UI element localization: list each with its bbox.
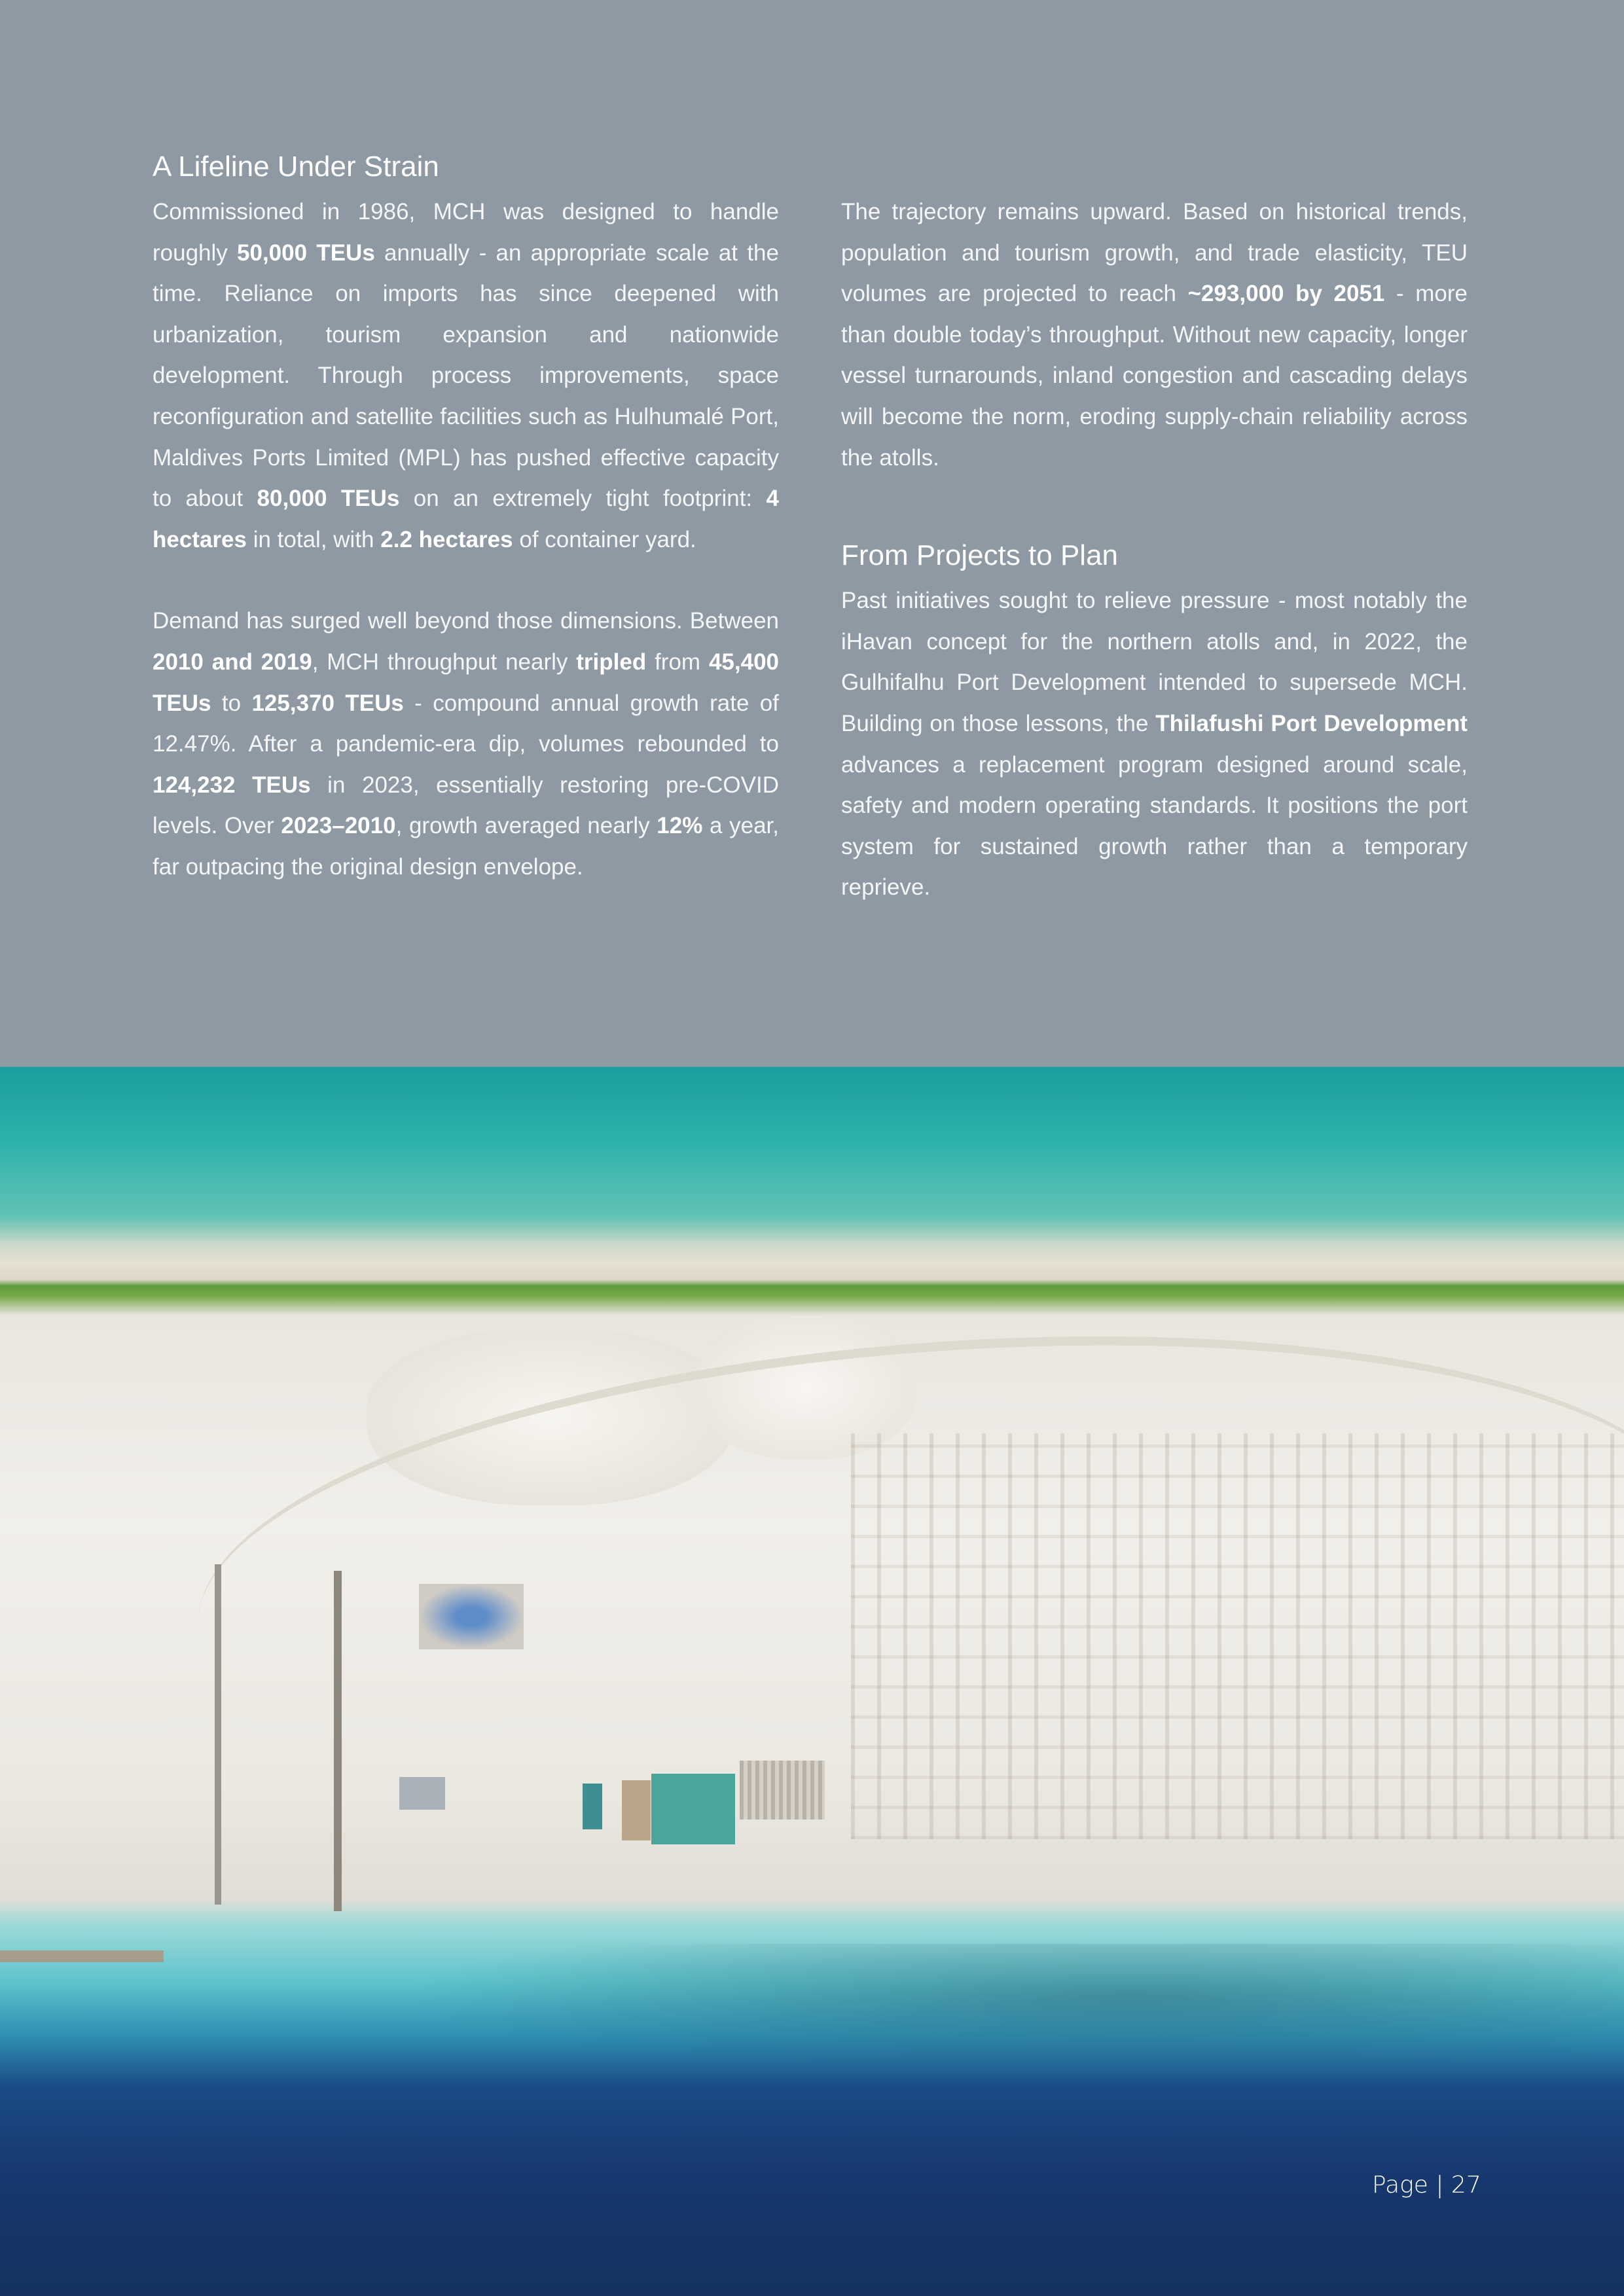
text-run: a year, far outpacing the original design envelope.: [153, 813, 780, 880]
text-run: , MCH throughput nearly: [312, 649, 577, 675]
text-run: Past initiatives sought to relieve pressure - most notably the iHavan concept for the northern atolls and, in 2022, the Gulhifalhu Port Development intended to supersede MCH. Building on those lessons, the: [841, 588, 1468, 736]
left-column: [153, 147, 779, 888]
text-run: Demand has surged well beyond those dimensions. Between: [153, 608, 779, 634]
bold-highlight: 2023–2010: [281, 813, 396, 839]
text-run: , growth averaged nearly: [395, 813, 657, 839]
bold-highlight: 125,370 TEUs: [251, 690, 404, 716]
bold-highlight: 12%: [657, 813, 703, 839]
text-run: of container yard.: [513, 526, 696, 552]
bold-highlight: ~293,000 by 2051: [1187, 281, 1385, 307]
building: [399, 1777, 445, 1810]
bold-highlight: 4 hectares: [153, 486, 779, 552]
storage-area: [419, 1584, 524, 1649]
bold-highlight: 80,000 TEUs: [257, 486, 400, 512]
bold-highlight: tripled: [576, 649, 647, 675]
text-run: advances a replacement program designed around scale, safety and modern operating standards. It positions the port system for sustained growth rather than a temporary reprieve.: [841, 751, 1468, 901]
text-run: The trajectory remains upward. Based on historical trends, population and tourism growth, and trade elasticity, TEU volumes are projected to reach: [841, 199, 1468, 307]
aerial-photo-reclaimed-island: [0, 1067, 1624, 2296]
pipeline: [215, 1564, 221, 1905]
bold-highlight: Thilafushi Port Development: [1155, 710, 1468, 736]
text-run: from: [646, 649, 709, 675]
text-run: in 2023, essentially restoring pre-COVID levels. Over: [153, 772, 779, 839]
bold-highlight: 124,232 TEUs: [153, 772, 311, 798]
text-run: to: [211, 690, 252, 716]
seawall: [0, 1950, 164, 1962]
page-number: Page | 27: [1372, 2172, 1481, 2198]
text-section: [0, 0, 1624, 1067]
paragraph-past-initiatives: [841, 581, 1468, 908]
paragraph-trajectory: [841, 192, 1468, 478]
right-column: [841, 147, 1468, 908]
shed: [740, 1761, 825, 1820]
text-run: on an extremely tight footprint:: [399, 486, 767, 512]
paragraph-demand: [153, 601, 779, 888]
section-heading-lifeline: A Lifeline Under Strain: [153, 151, 439, 183]
text-run: - compound annual growth rate of 12.47%. After a pandemic-era dip, volumes rebounded to: [153, 690, 780, 757]
building: [622, 1780, 651, 1840]
text-run: annually - an appropriate scale at the time. Reliance on imports has since deepened with urbanization, tourism expansion and nationwide development. Through process improvements, space reconfiguration and satellite facilities such as Hulhumalé Port, Maldives Ports Limited (MPL) has pushed effective capacity to about: [153, 240, 779, 512]
text-run: in total, with: [246, 526, 381, 552]
bold-highlight: 45,400 TEUs: [153, 649, 780, 716]
reef-shallows: [393, 1944, 1624, 2075]
warehouse-teal-roof: [651, 1774, 735, 1844]
text-run: - more than double today’s throughput. Without new capacity, longer vessel turnarounds, inland congestion and cascading delays will become the norm, eroding supply-chain reliability across the atolls.: [841, 281, 1468, 471]
building: [583, 1784, 602, 1829]
text-run: Commissioned in 1986, MCH was designed to handle roughly: [153, 199, 779, 266]
bold-highlight: 50,000 TEUs: [237, 240, 375, 266]
bold-highlight: 2010 and 2019: [153, 649, 312, 675]
paragraph-commissioned: [153, 192, 779, 560]
pipeline: [334, 1571, 342, 1911]
bold-highlight: 2.2 hectares: [380, 526, 513, 552]
section-heading-projects: From Projects to Plan: [841, 539, 1119, 572]
